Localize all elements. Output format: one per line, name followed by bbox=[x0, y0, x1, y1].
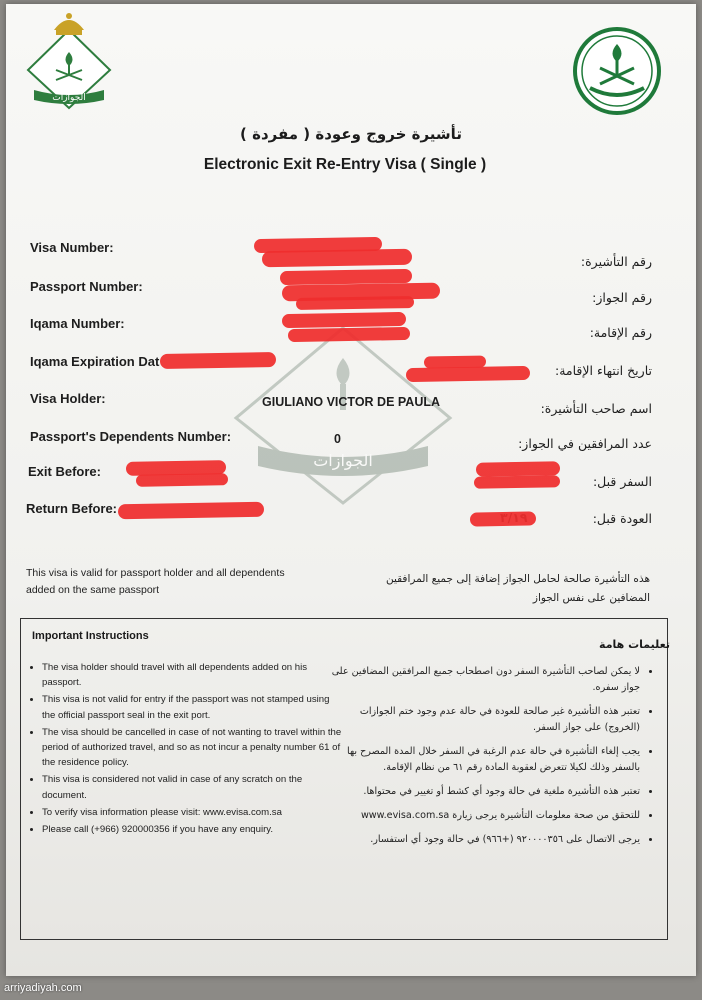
svg-text:الجوازات: الجوازات bbox=[313, 451, 373, 470]
passport-number-label: Passport Number: bbox=[30, 279, 143, 294]
instructions-title-en: Important Instructions bbox=[32, 630, 149, 642]
dependents-value: 0 bbox=[334, 432, 341, 446]
iqama-expiration-label: Iqama Expiration Dat bbox=[30, 354, 160, 369]
dependents-label-ar: عدد المرافقين في الجواز: bbox=[518, 436, 652, 451]
redaction-mark bbox=[470, 511, 536, 526]
redaction-mark bbox=[406, 366, 530, 382]
site-watermark: arriyadiyah.com bbox=[4, 982, 82, 994]
title-arabic: تأشيرة خروج وعودة ( مفردة ) bbox=[240, 125, 462, 143]
title-english: Electronic Exit Re-Entry Visa ( Single ) bbox=[203, 156, 487, 173]
dependents-label: Passport's Dependents Number: bbox=[30, 429, 232, 444]
validity-note-ar: هذه التأشيرة صالحة لحامل الجواز إضافة إلى جميع المرافقين المضافين على نفس الجواز bbox=[385, 573, 650, 604]
ministry-emblem bbox=[572, 26, 662, 116]
iqama-expiration-label-ar: تاريخ انتهاء الإقامة: bbox=[555, 363, 652, 378]
redaction-mark bbox=[296, 296, 414, 310]
instructions-list-en bbox=[22, 660, 342, 839]
exit-before-label: Exit Before: bbox=[28, 464, 101, 479]
redaction-mark bbox=[476, 461, 560, 476]
watermark-logo bbox=[228, 318, 458, 508]
iqama-number-label-ar: رقم الإقامة: bbox=[589, 325, 652, 340]
instruction-item: • Please call (+966) 920000356 if you have any enquiry. bbox=[42, 822, 342, 837]
instruction-item-ar: • يرجى الاتصال على ٩٢٠٠٠٠٣٥٦ (+٩٦٦) في حالة وجود أي استفسار. bbox=[330, 832, 640, 848]
redaction-mark bbox=[288, 327, 410, 342]
redaction-mark bbox=[118, 502, 264, 520]
visa-holder-label: Visa Holder: bbox=[30, 391, 106, 406]
visa-holder-value: GIULIANO VICTOR DE PAULA bbox=[262, 395, 441, 409]
return-before-label-ar: العودة قبل: bbox=[592, 511, 652, 526]
redaction-mark bbox=[160, 352, 276, 369]
iqama-number-label: Iqama Number: bbox=[30, 316, 125, 331]
redaction-mark bbox=[262, 249, 412, 268]
redaction-mark bbox=[474, 475, 560, 488]
exit-before-label-ar: السفر قبل: bbox=[592, 474, 652, 489]
redaction-mark bbox=[136, 473, 228, 487]
instructions-list-ar bbox=[330, 664, 652, 856]
instruction-item: • The visa holder should travel with all dependents added on his passport. bbox=[42, 660, 342, 690]
instruction-item-ar: • لا يمكن لصاحب التأشيرة السفر دون اصطحاب جميع المرافقين المضافين على جواز سفره. bbox=[330, 664, 640, 696]
jawazat-logo bbox=[22, 8, 116, 110]
validity-note-en: This visa is valid for passport holder and all dependents added on the same passport bbox=[26, 567, 285, 596]
passport-number-label-ar: رقم الجواز: bbox=[592, 290, 652, 305]
svg-text:الجوازات: الجوازات bbox=[52, 93, 86, 103]
visa-number-label: Visa Number: bbox=[30, 240, 114, 255]
visa-number-label-ar: رقم التأشيرة: bbox=[580, 254, 652, 269]
instruction-item: • This visa is considered not valid in case of any scratch on the document. bbox=[42, 772, 342, 802]
instruction-item-ar: • تعتبر هذه التأشيرة ملغية في حالة وجود أي كشط أو تغيير في محتواها. bbox=[330, 784, 640, 800]
visa-holder-label-ar: اسم صاحب التأشيرة: bbox=[540, 401, 652, 416]
instruction-item-ar: • يجب إلغاء التأشيرة في حالة عدم الرغبة في السفر خلال المدة المصرح بها بالسفر وذلك لكيلا تتعرض لعقوبة المادة رقم ٦١ من نظام الإقامة. bbox=[330, 744, 640, 776]
instruction-item-ar: • تعتبر هذه التأشيرة غير صالحة للعودة في حالة عدم وجود ختم الجوازات (الخروج) على جواز السفر. bbox=[330, 704, 640, 736]
instruction-item: • The visa should be cancelled in case of not wanting to travel within the period of authorized travel, and so as not incur a penalty number 61 of the residence policy. bbox=[42, 725, 342, 771]
instruction-item-ar: • للتحقق من صحة معلومات التأشيرة يرجى زيارة www.evisa.com.sa bbox=[330, 808, 640, 824]
return-before-label: Return Before: bbox=[26, 501, 118, 516]
instruction-item: • This visa is not valid for entry if the passport was not stamped using the official passport seal in the exit port. bbox=[42, 692, 342, 722]
redaction-mark bbox=[282, 312, 406, 328]
instructions-title-ar: تعليمات هامة bbox=[599, 638, 670, 651]
instruction-item: • To verify visa information please visit: www.evisa.com.sa bbox=[42, 805, 342, 820]
